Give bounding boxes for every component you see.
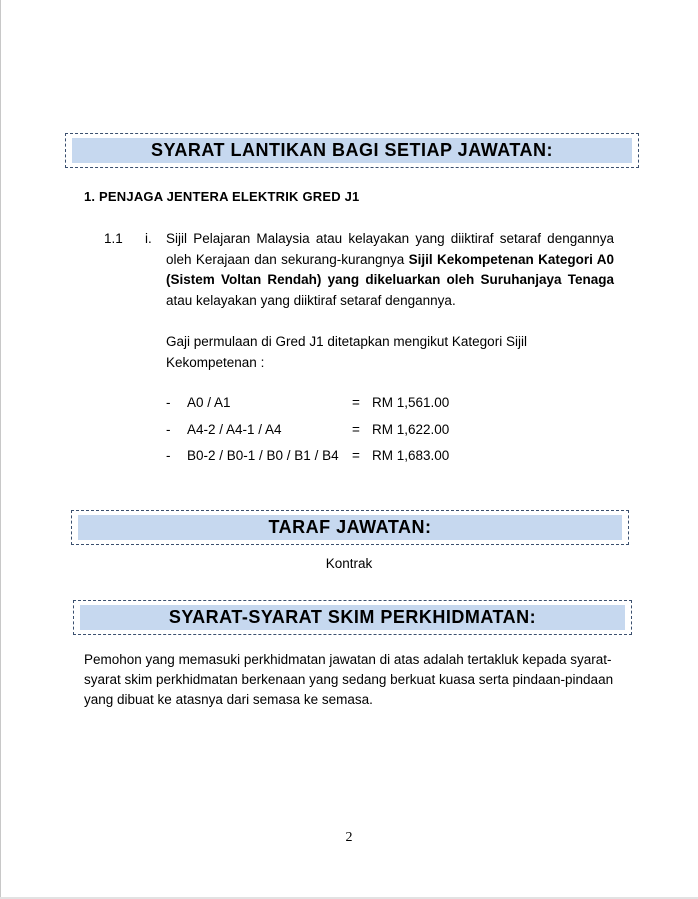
qualification-line-2-bold: Sijil Kekompetenan Kategori A0 [408,251,614,267]
salary-row [166,420,466,440]
skim-line-1: Pemohon yang memasuki perkhidmatan jawatan di atas adalah tertakluk kepada syarat- [84,652,612,667]
section-heading: 1. PENJAGA JENTERA ELEKTRIK GRED J1 [84,189,360,204]
syarat-lantikan-title: SYARAT LANTIKAN BAGI SETIAP JAWATAN: [72,138,632,163]
qualification-line-2-plain: oleh Kerajaan dan sekurang-kurangnya [166,251,409,267]
taraf-jawatan-title: TARAF JAWATAN: [78,515,622,540]
page-left-edge [0,0,1,899]
salary-dash: - [166,422,171,437]
salary-row [166,393,466,413]
qualification-line-2 [166,250,614,271]
salary-equals: = [352,422,360,437]
taraf-jawatan-banner [71,510,629,545]
salary-dash: - [166,395,171,410]
syarat-lantikan-banner [65,133,639,168]
syarat-skim-title: SYARAT-SYARAT SKIM PERKHIDMATAN: [80,605,625,630]
salary-intro-line-2: Kekompetenan : [166,354,265,370]
salary-row [166,446,466,466]
skim-line-2: syarat skim perkhidmatan berkenaan yang sedang berkuat kuasa serta pindaan-pindaan [84,672,614,687]
qualification-paragraph [166,229,614,311]
salary-intro-line-1: Gaji permulaan di Gred J1 ditetapkan mengikut Kategori Sijil [166,334,527,349]
syarat-skim-banner [73,600,632,635]
qualification-line-4: atau kelayakan yang diiktiraf setaraf dengannya. [166,292,456,308]
salary-intro-paragraph [166,332,614,373]
salary-dash: - [166,448,171,463]
salary-amount: RM 1,622.00 [372,422,450,437]
salary-grade: B0-2 / B0-1 / B0 / B1 / B4 [187,448,339,463]
salary-amount: RM 1,561.00 [372,395,450,410]
salary-equals: = [352,448,360,463]
item-sub-number: i. [145,231,152,246]
salary-amount: RM 1,683.00 [372,448,450,463]
qualification-line-1: Sijil Pelajaran Malaysia atau kelayakan yang diiktiraf setaraf dengannya [166,231,614,246]
taraf-jawatan-value: Kontrak [325,556,373,571]
salary-equals: = [352,395,360,410]
skim-paragraph [84,650,621,710]
salary-grade: A0 / A1 [187,395,231,410]
item-number: 1.1 [104,231,123,246]
qualification-line-3: (Sistem Voltan Rendah) yang dikeluarkan oleh Suruhanjaya Tenaga [166,272,614,287]
skim-line-3: yang dibuat ke atasnya dari semasa ke semasa. [84,692,373,707]
page-number: 2 [345,830,353,845]
salary-grade: A4-2 / A4-1 / A4 [187,422,282,437]
